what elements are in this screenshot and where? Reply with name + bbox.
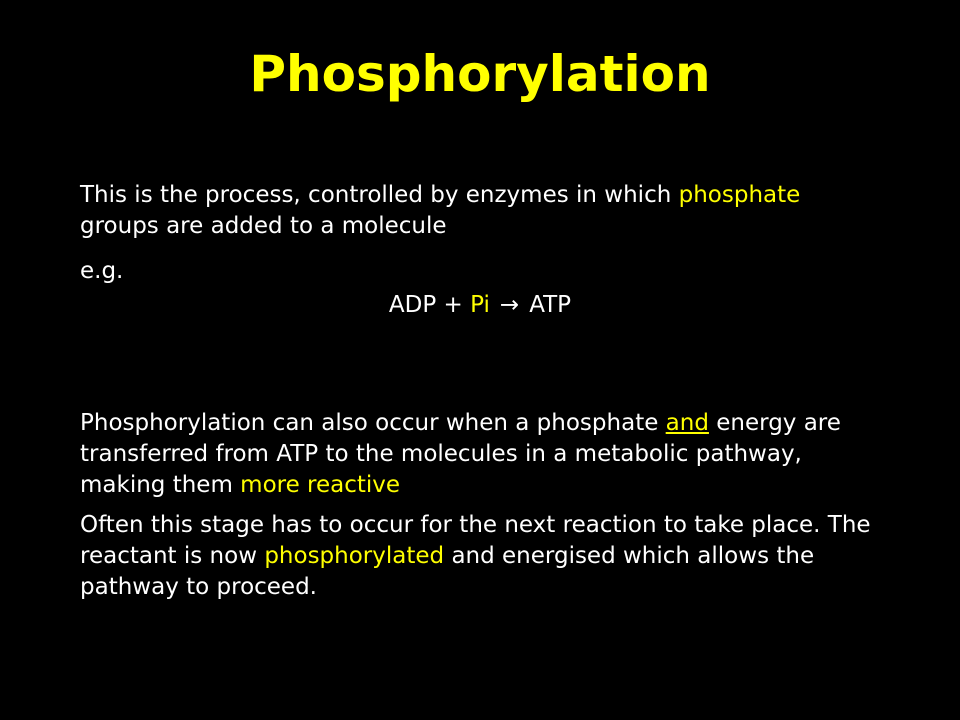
phosphate-highlight: phosphate [678, 182, 801, 208]
stage-text-1: Often this stage has to occur for the next reaction to take place. The reactant is now [80, 512, 871, 569]
transfer-text-2: energy are transferred from ATP to the molecules in a metabolic pathway, making them [80, 410, 841, 498]
stage-paragraph [80, 510, 880, 603]
and-underlined: and [665, 410, 709, 436]
equation-left: ADP + [388, 292, 471, 318]
right-arrow-icon: → [499, 292, 520, 318]
example-label: e.g. [80, 258, 124, 284]
stage-text-2: and energised which allows the pathway to proceed. [80, 543, 815, 600]
definition-text-1: This is the process, controlled by enzymes in which [80, 182, 679, 208]
equation-pi: Pi [470, 292, 490, 318]
definition-paragraph [80, 180, 880, 242]
definition-text-2: groups are added to a molecule [80, 213, 447, 239]
transfer-text-1: Phosphorylation can also occur when a phosphate [80, 410, 666, 436]
slide-title: Phosphorylation [249, 45, 711, 103]
phosphorylated-highlight: phosphorylated [264, 543, 445, 569]
equation [0, 290, 960, 321]
transfer-paragraph [80, 408, 880, 501]
equation-right: ATP [529, 292, 572, 318]
more-reactive-highlight: more reactive [240, 472, 401, 498]
